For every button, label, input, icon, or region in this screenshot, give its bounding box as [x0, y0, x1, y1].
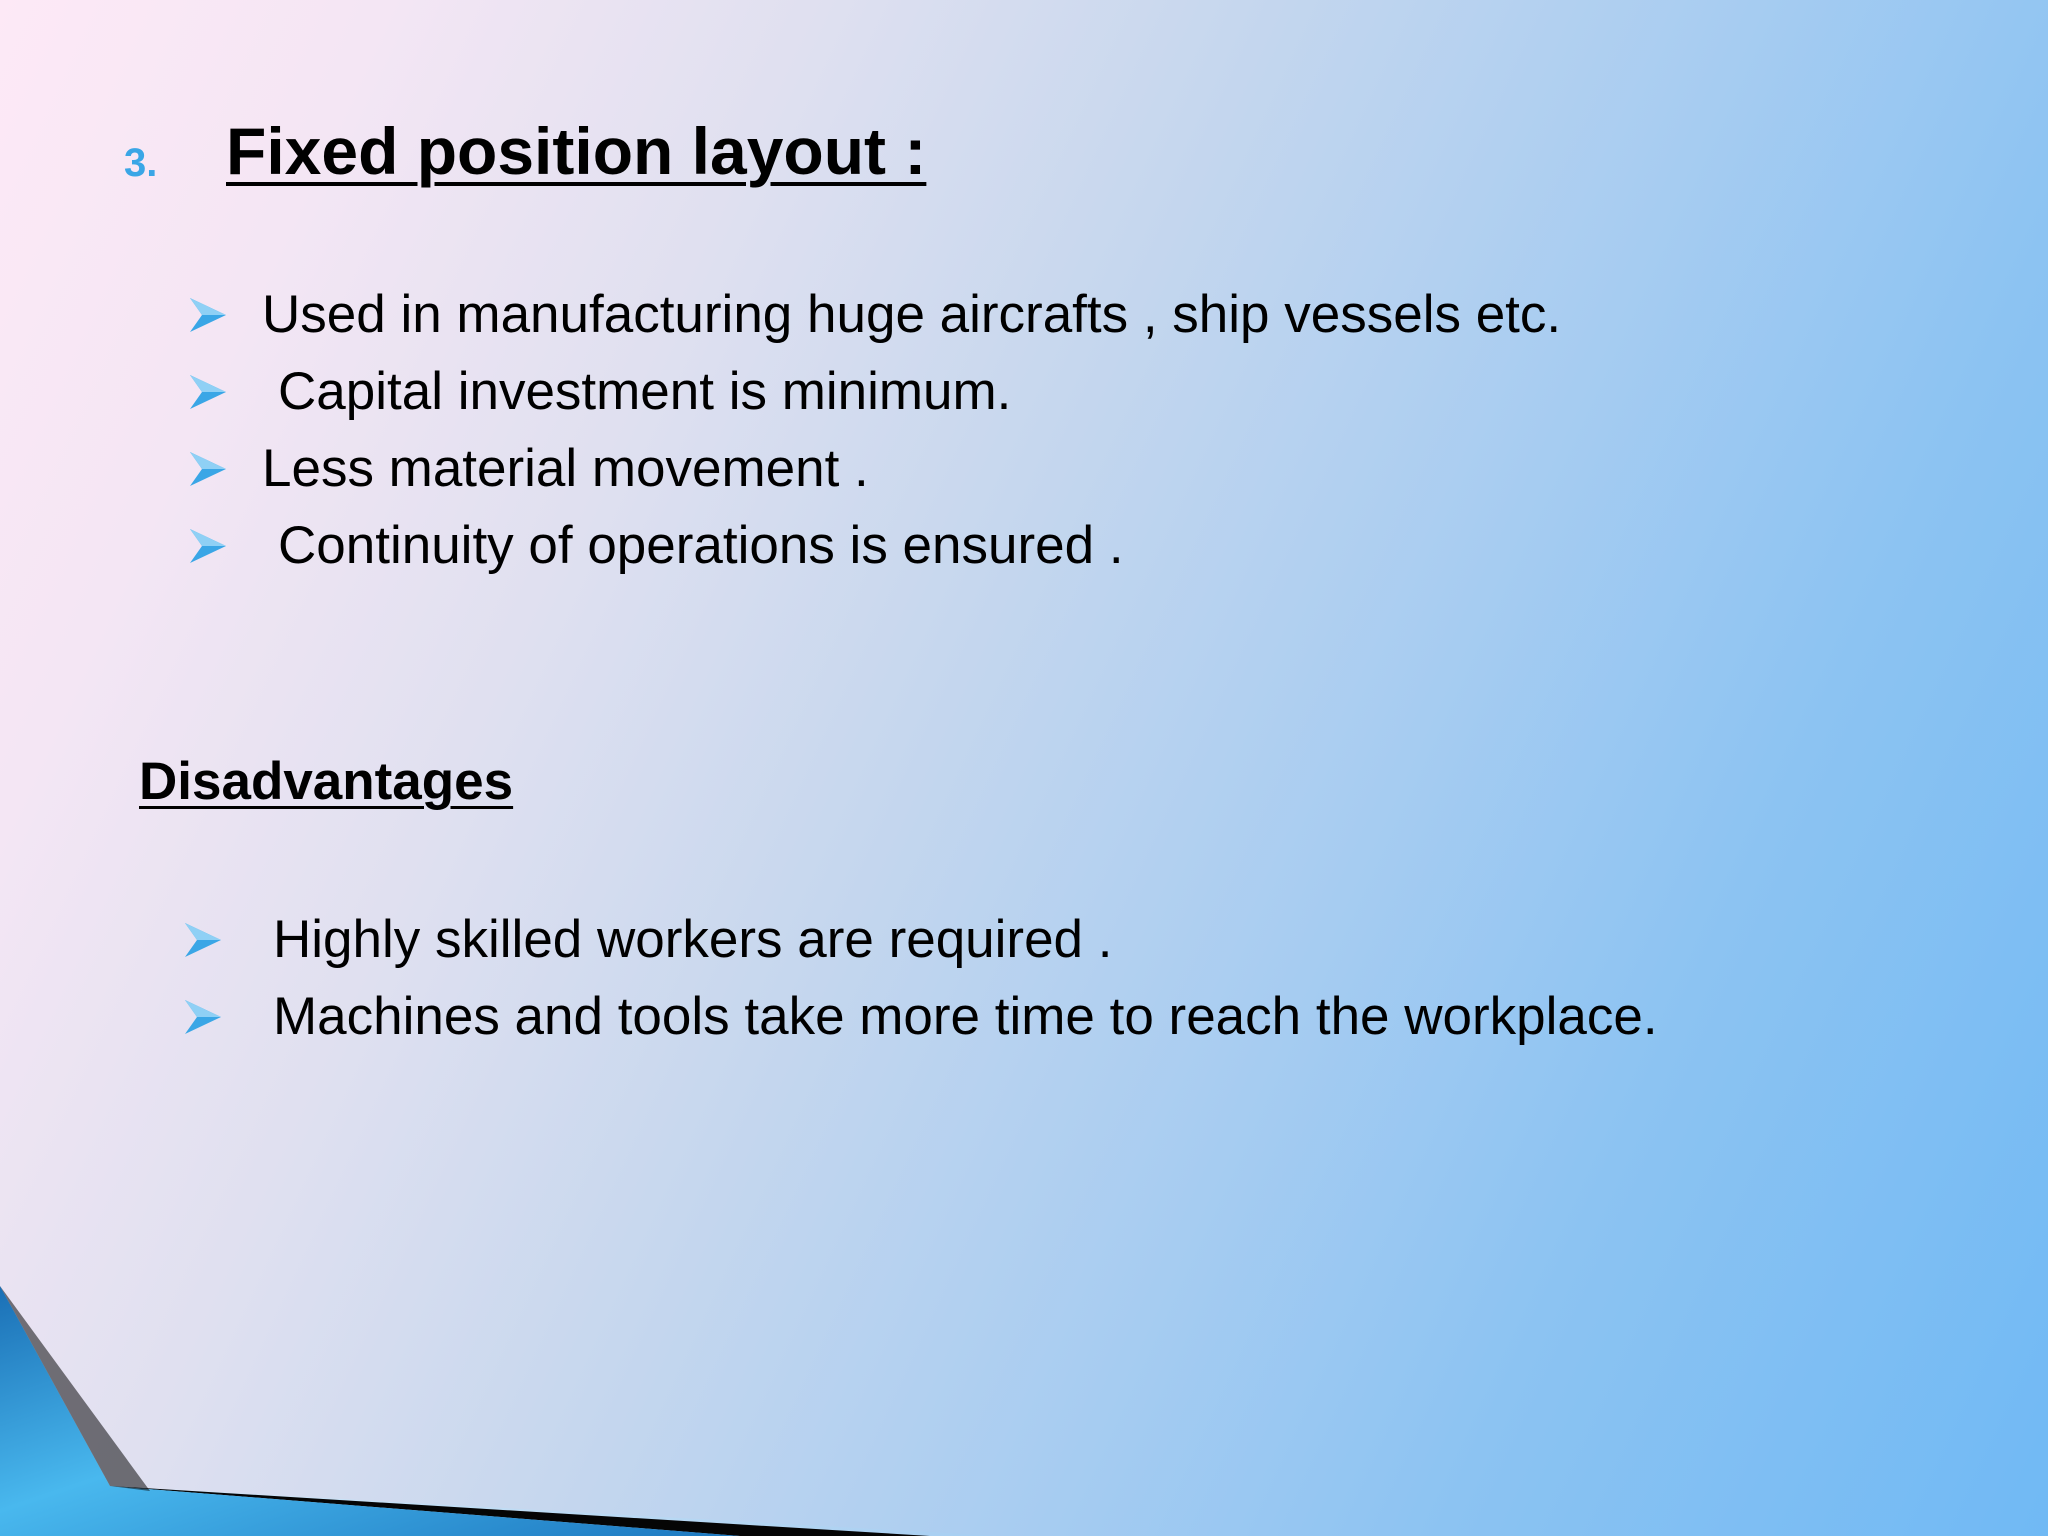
disadvantages-heading: Disadvantages — [139, 752, 514, 811]
slide-title: Fixed position layout : — [226, 114, 927, 188]
list-item-text: Less material movement . — [262, 439, 869, 498]
list-item-text: Capital investment is minimum. — [278, 362, 1012, 421]
list-number: 3. — [124, 141, 158, 185]
arrow-bullet-icon — [188, 526, 228, 566]
list-item-text: Used in manufacturing huge aircrafts , ship vessels etc. — [262, 285, 1562, 344]
arrow-bullet-icon — [188, 449, 228, 489]
arrow-bullet-icon — [183, 920, 223, 960]
corner-decoration — [0, 1286, 1000, 1536]
list-item-text: Highly skilled workers are required . — [273, 910, 1113, 969]
list-item-text: Continuity of operations is ensured . — [278, 516, 1124, 575]
list-item-text: Machines and tools take more time to reach the workplace. — [273, 987, 1658, 1046]
arrow-bullet-icon — [188, 372, 228, 412]
arrow-bullet-icon — [183, 997, 223, 1037]
arrow-bullet-icon — [188, 295, 228, 335]
